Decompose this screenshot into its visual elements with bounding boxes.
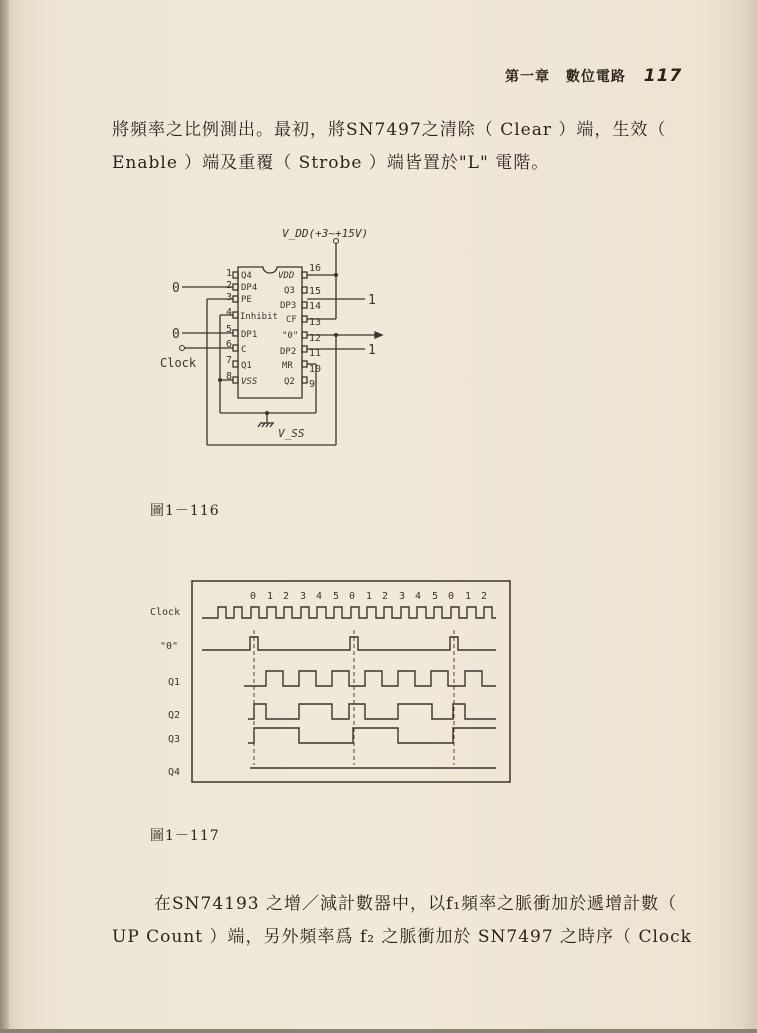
paragraph-line: Enable ）端及重覆（ Strobe ）端皆置於"L" 電階。 <box>112 153 550 173</box>
input-dp3-value: 1 <box>368 293 376 308</box>
count-label: 1 <box>267 591 274 602</box>
pin-number: 15 <box>309 286 322 297</box>
pin-number: 12 <box>309 333 322 344</box>
signal-label-q3: Q3 <box>168 734 181 745</box>
signal-label-zero: "0" <box>160 641 179 652</box>
pin-number: 8 <box>226 371 233 382</box>
ground-label: V_SS <box>278 427 305 440</box>
pin-name: "0" <box>282 331 299 341</box>
page-bottom-edge <box>0 1029 757 1033</box>
circuit-diagram-sn7497 <box>160 215 400 450</box>
pin-number: 2 <box>226 280 233 291</box>
paragraph-sn74193 <box>112 888 702 954</box>
pin-number: 13 <box>309 317 322 328</box>
pin-name: DP1 <box>241 330 258 340</box>
figure-caption-116: 圖1－116 <box>150 503 220 519</box>
timing-diagram <box>150 575 525 790</box>
paragraph-intro <box>112 114 702 180</box>
count-label: 5 <box>333 591 340 602</box>
signal-label-q4: Q4 <box>168 767 181 778</box>
signal-label-q2: Q2 <box>168 710 181 721</box>
pin-number: 6 <box>226 339 233 350</box>
count-label: 1 <box>366 591 373 602</box>
count-label: 2 <box>382 591 389 602</box>
figure-caption-117: 圖1－117 <box>150 828 220 844</box>
pin-name: Q4 <box>241 271 252 281</box>
pin-name: DP3 <box>280 301 297 311</box>
pin-name: Q3 <box>284 286 295 296</box>
count-label: 1 <box>465 591 472 602</box>
section-label: 數位電路 <box>565 69 626 85</box>
pin-name: Inhibit <box>240 312 278 322</box>
pin-name: VSS <box>241 377 258 387</box>
input-dp4-value: 0 <box>172 281 180 296</box>
pin-number: 1 <box>226 268 233 279</box>
pin-number: 5 <box>226 324 233 335</box>
count-label: 0 <box>448 591 455 602</box>
count-label: 0 <box>250 591 257 602</box>
count-label: 4 <box>316 591 323 602</box>
signal-label-q1: Q1 <box>168 677 181 688</box>
pin-number: 7 <box>226 355 233 366</box>
pin-number: 11 <box>309 348 322 359</box>
count-label: 3 <box>300 591 307 602</box>
supply-label: V_DD(+3~+15V) <box>282 227 369 240</box>
pin-name: VDD <box>278 271 295 281</box>
pin-number: 3 <box>226 292 233 303</box>
pin-number: 16 <box>309 263 322 274</box>
count-label: 2 <box>481 591 488 602</box>
chapter-label: 第一章 <box>505 69 550 85</box>
count-label: 3 <box>399 591 406 602</box>
page-number: 117 <box>643 66 683 86</box>
pin-name: Q2 <box>284 377 295 387</box>
running-header <box>505 66 682 86</box>
pin-name: C <box>241 345 247 355</box>
count-labels <box>250 591 487 602</box>
pin-number: 4 <box>226 307 233 318</box>
pin-number: 9 <box>309 379 316 390</box>
input-dp2-value: 1 <box>368 343 376 358</box>
pin-number: 10 <box>309 364 322 375</box>
count-label: 0 <box>349 591 356 602</box>
pin-name: DP2 <box>280 347 297 357</box>
paragraph-line: 將頻率之比例測出。最初，將SN7497之清除（ Clear ）端，生效（ <box>112 120 667 140</box>
pin-name: Q1 <box>241 361 252 371</box>
book-spine-shadow <box>0 0 9 1033</box>
count-label: 4 <box>415 591 422 602</box>
pin-name: MR <box>282 361 293 371</box>
pin-name: DP4 <box>241 283 258 293</box>
input-dp1-value: 0 <box>172 327 180 342</box>
clock-input-label: Clock <box>160 356 197 370</box>
pin-name: PE <box>241 295 252 305</box>
pin-name: CF <box>286 315 297 325</box>
signal-label-clock: Clock <box>150 607 181 618</box>
pin-number: 14 <box>309 301 322 312</box>
paragraph-line: 在SN74193 之增／減計數器中，以f₁頻率之脈衝加於遞增計數（ <box>154 894 678 914</box>
count-label: 5 <box>432 591 439 602</box>
paragraph-line: UP Count ）端，另外頻率爲 f₂ 之脈衝加於 SN7497 之時序（ Clock <box>112 927 692 947</box>
count-label: 2 <box>283 591 290 602</box>
